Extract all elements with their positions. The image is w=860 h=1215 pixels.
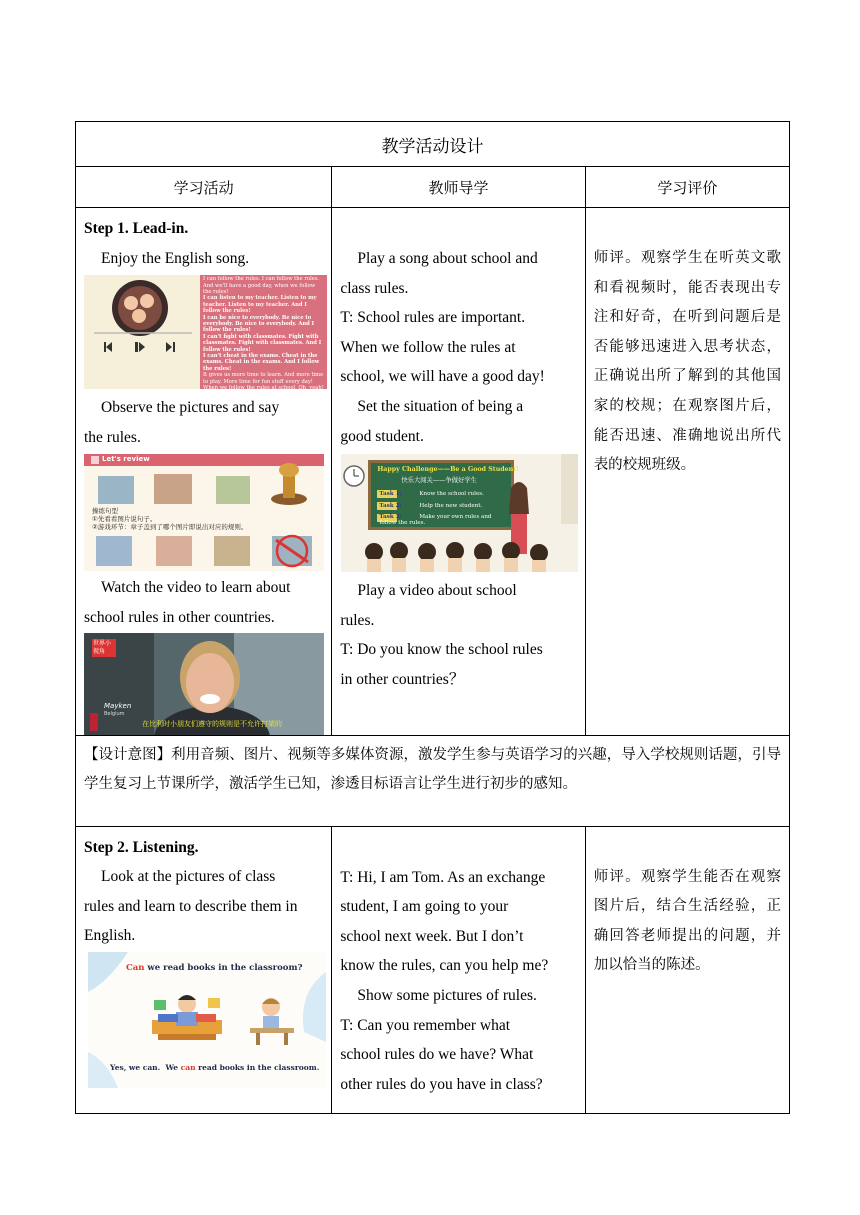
- task-label: Task 3:: [379, 514, 402, 521]
- step1-heading: Step 1. Lead-in.: [84, 220, 189, 237]
- activity-design-table: [75, 121, 790, 1114]
- song-lyrics: [203, 276, 325, 389]
- step1-guide-line: school, we will have a good day!: [340, 368, 545, 386]
- step1-evaluation: 师评。观察学生在听英文歌和看视频时，能否表现出专注和好奇，在听到问题后是否能够迅速进入思考状态，正确说出所了解到的其他国家的校规；在观察图片后，能否迅速、准确地说出所代表的校规班级。: [593, 250, 781, 474]
- step1-guide-line: class rules.: [340, 279, 409, 297]
- lyric-line: I can't cheat in the exams. Cheat in the exams. Cheat in the exams. And I follow the rules!: [203, 353, 320, 372]
- lyric-line: I can be nice to everybody. Be nice to everybody. Be nice to everybody. And I follow the rules!: [203, 314, 315, 334]
- step1-activity-line: Observe the pictures and say: [101, 399, 280, 417]
- classroom-rule-image: [88, 952, 326, 1088]
- situation-banner: Happy Challenge——Be a Good Student!: [377, 466, 519, 474]
- question-rest: we read books in the classroom?: [144, 962, 303, 973]
- step1-guide-line: T: Do you know the school rules: [340, 641, 543, 659]
- situation-task: [379, 514, 509, 526]
- table-title: 教学活动设计: [76, 122, 790, 167]
- lyric-line: It gives us more time to learn. And more time to play. More time for fun stuff every day! When we follow the rules at school, Oh, yeah!: [203, 372, 324, 390]
- header-teacher-guide: 教师导学: [332, 167, 585, 208]
- step1-row: [76, 208, 790, 736]
- caption-line: 操练句型: [92, 507, 118, 516]
- step1-activity-line: the rules.: [84, 428, 141, 446]
- good-student-situation-image: [341, 454, 578, 572]
- step2-guide-line: other rules do you have in class?: [340, 1075, 543, 1093]
- step2-activity-line: rules and learn to describe them in: [84, 897, 298, 915]
- step2-activity-line: Look at the pictures of class: [101, 868, 276, 886]
- step1-activity-line: Enjoy the English song.: [101, 249, 250, 267]
- situation-task: [379, 490, 484, 498]
- task-text: Make your own rules and follow the rules.: [379, 514, 492, 527]
- classroom-answer: [110, 1063, 319, 1072]
- task-text: Help the new student.: [419, 503, 483, 510]
- video-logo: 世界小视角: [92, 639, 116, 657]
- lyric-line: I can follow the rules. I can follow the rules.: [203, 276, 320, 283]
- step1-guide-line: in other countries？: [340, 670, 465, 688]
- step1-guide-line: good student.: [340, 427, 424, 445]
- answer-can: can: [180, 1062, 196, 1072]
- step2-guide-cell: [332, 826, 585, 1113]
- answer-pre: Yes, we can. We: [110, 1062, 181, 1072]
- step2-activity-cell: [76, 826, 332, 1113]
- step1-activity-line: Watch the video to learn about: [101, 579, 291, 597]
- step1-guide-line: Set the situation of being a: [357, 397, 524, 415]
- step1-evaluation-cell: [585, 208, 789, 736]
- step2-activity-line: English.: [84, 927, 136, 945]
- task-label: Task 1:: [379, 491, 402, 498]
- design-intent: 【设计意图】利用音频、图片、视频等多媒体资源，激发学生参与英语学习的兴趣，导入学校规则话题，引导学生复习上节课所学，激活学生已知，渗透目标语言让学生进行初步的感知。: [84, 746, 781, 793]
- header-learning-evaluation: 学习评价: [585, 167, 789, 208]
- header-learning-activity: 学习活动: [76, 167, 332, 208]
- video-person-country: Belgium: [104, 710, 125, 717]
- task-text: Know the school rules.: [419, 491, 484, 498]
- step1-guide-line: T: School rules are important.: [340, 309, 526, 327]
- step2-guide-line: T: Hi, I am Tom. As an exchange: [340, 868, 546, 886]
- step2-guide-line: school rules do we have? What: [340, 1046, 534, 1064]
- video-subtitle: 在比利时小朋友们遵守的规则是不允许打架的: [142, 719, 282, 728]
- classroom-question: [126, 963, 302, 973]
- step2-row: [76, 826, 790, 1113]
- step1-activity-cell: [76, 208, 332, 736]
- video-image: [84, 633, 324, 735]
- step1-guide-line: When we follow the rules at: [340, 338, 516, 356]
- answer-post: read books in the classroom.: [195, 1062, 320, 1072]
- step2-evaluation: 师评。观察学生能否在观察图片后，结合生活经验，正确回答老师提出的问题，并加以恰当的陈述。: [593, 868, 781, 974]
- task-label: Task 2:: [379, 503, 402, 510]
- review-caption: [92, 507, 247, 531]
- step1-guide-line: Play a video about school: [357, 582, 517, 600]
- lyric-line: I can't fight with classmates. Fight with classmates. Fight with classmates. And I follow the rules!: [203, 333, 322, 353]
- question-can: Can: [126, 962, 145, 973]
- review-tag: Let's review: [102, 455, 150, 464]
- caption-line: ①先看看图片说句子。: [92, 515, 157, 524]
- step1-guide-line: Play a song about school and: [357, 250, 538, 267]
- design-intent-cell: [76, 735, 790, 826]
- step2-guide-line: know the rules, can you help me?: [340, 957, 549, 975]
- lyric-line: And we'll have a good day, when we follow the rules!: [203, 282, 316, 295]
- lyric-line: I can listen to my teacher. Listen to my teacher. Listen to my teacher. And I follow the rules!: [203, 295, 317, 315]
- step2-evaluation-cell: [585, 826, 789, 1113]
- step2-guide-line: school next week. But I don’t: [340, 927, 524, 945]
- step2-guide-line: Show some pictures of rules.: [357, 986, 537, 1004]
- song-player-image: [84, 275, 327, 389]
- video-person-name: Mayken: [104, 701, 132, 710]
- review-pictures-image: [84, 454, 324, 571]
- step1-activity-line: school rules in other countries.: [84, 608, 275, 626]
- situation-banner-cn: 快乐大闯关——争做好学生: [401, 477, 477, 485]
- step1-guide-cell: [332, 208, 585, 736]
- step1-guide-line: rules.: [340, 611, 375, 629]
- step2-heading: Step 2. Listening.: [84, 838, 199, 856]
- situation-task: [379, 502, 482, 510]
- step2-guide-line: student, I am going to your: [340, 898, 509, 916]
- caption-line: ②游戏环节：章子盖到了哪个图片即说出对应的规则。: [92, 523, 248, 532]
- step2-guide-line: T: Can you remember what: [340, 1016, 511, 1034]
